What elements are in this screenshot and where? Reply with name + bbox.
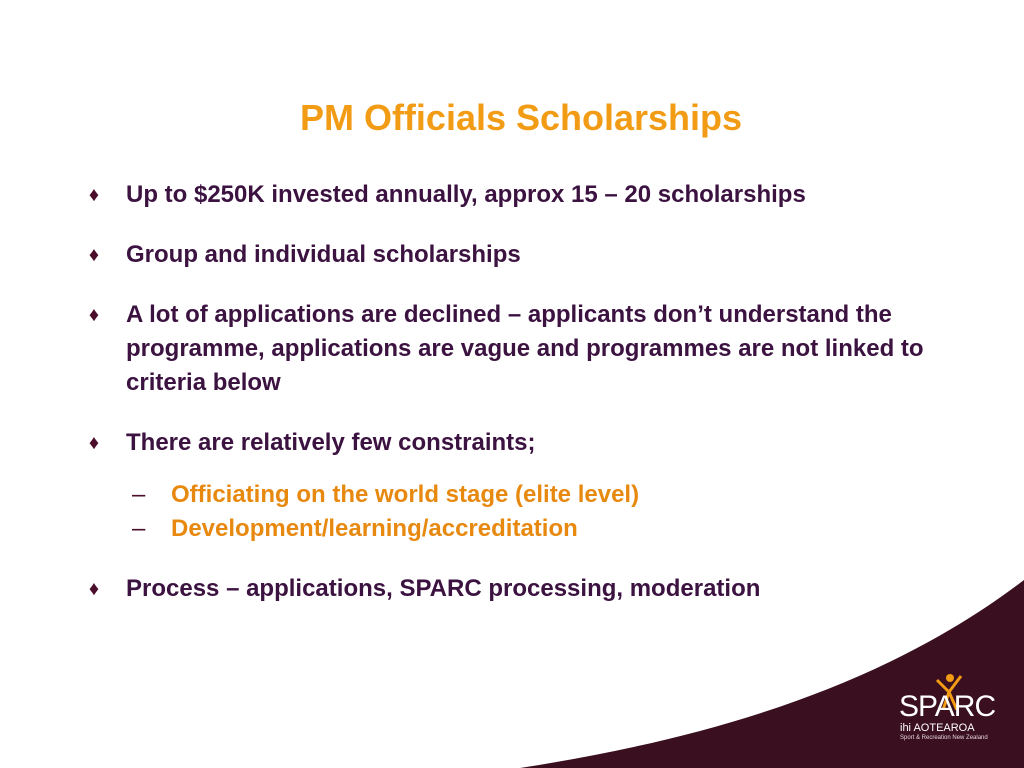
sub-bullet-text: Officiating on the world stage (elite level) [171,481,640,508]
sub-bullet-item [84,512,984,546]
bullet-text: Group and individual scholarships [126,241,521,268]
bullet-text: A lot of applications are declined – applicants don’t understand the programme, applications are vague and programmes are not linked to criteria below [126,301,924,396]
logo-wordmark: SPARC [899,690,996,723]
diamond-bullet-icon: ♦ [88,578,100,600]
bullet-text: There are relatively few constraints; [126,429,536,456]
bullet-text: Up to $250K invested annually, approx 15 – 20 scholarships [126,181,806,208]
slide-title: PM Officials Scholarships [299,97,743,138]
logo-subtitle: ihi AOTEAROA [900,722,975,734]
dash-bullet-icon: – [132,515,146,542]
bullet-list [84,178,984,632]
bullet-item [84,178,984,212]
bullet-item [84,298,984,400]
sub-bullet-item [84,478,984,512]
sparc-logo [893,670,996,742]
diamond-bullet-icon: ♦ [88,432,100,454]
logo-tagline: Sport & Recreation New Zealand [900,735,988,741]
bullet-item [84,426,984,460]
diamond-bullet-icon: ♦ [88,184,100,206]
sub-bullet-list [84,478,984,546]
sub-bullet-text: Development/learning/accreditation [171,515,578,542]
diamond-bullet-icon: ♦ [88,244,100,266]
bullet-text: Process – applications, SPARC processing, moderation [126,575,761,602]
bullet-item [84,572,984,606]
diamond-bullet-icon: ♦ [88,304,100,326]
bullet-item [84,238,984,272]
dash-bullet-icon: – [132,481,146,508]
